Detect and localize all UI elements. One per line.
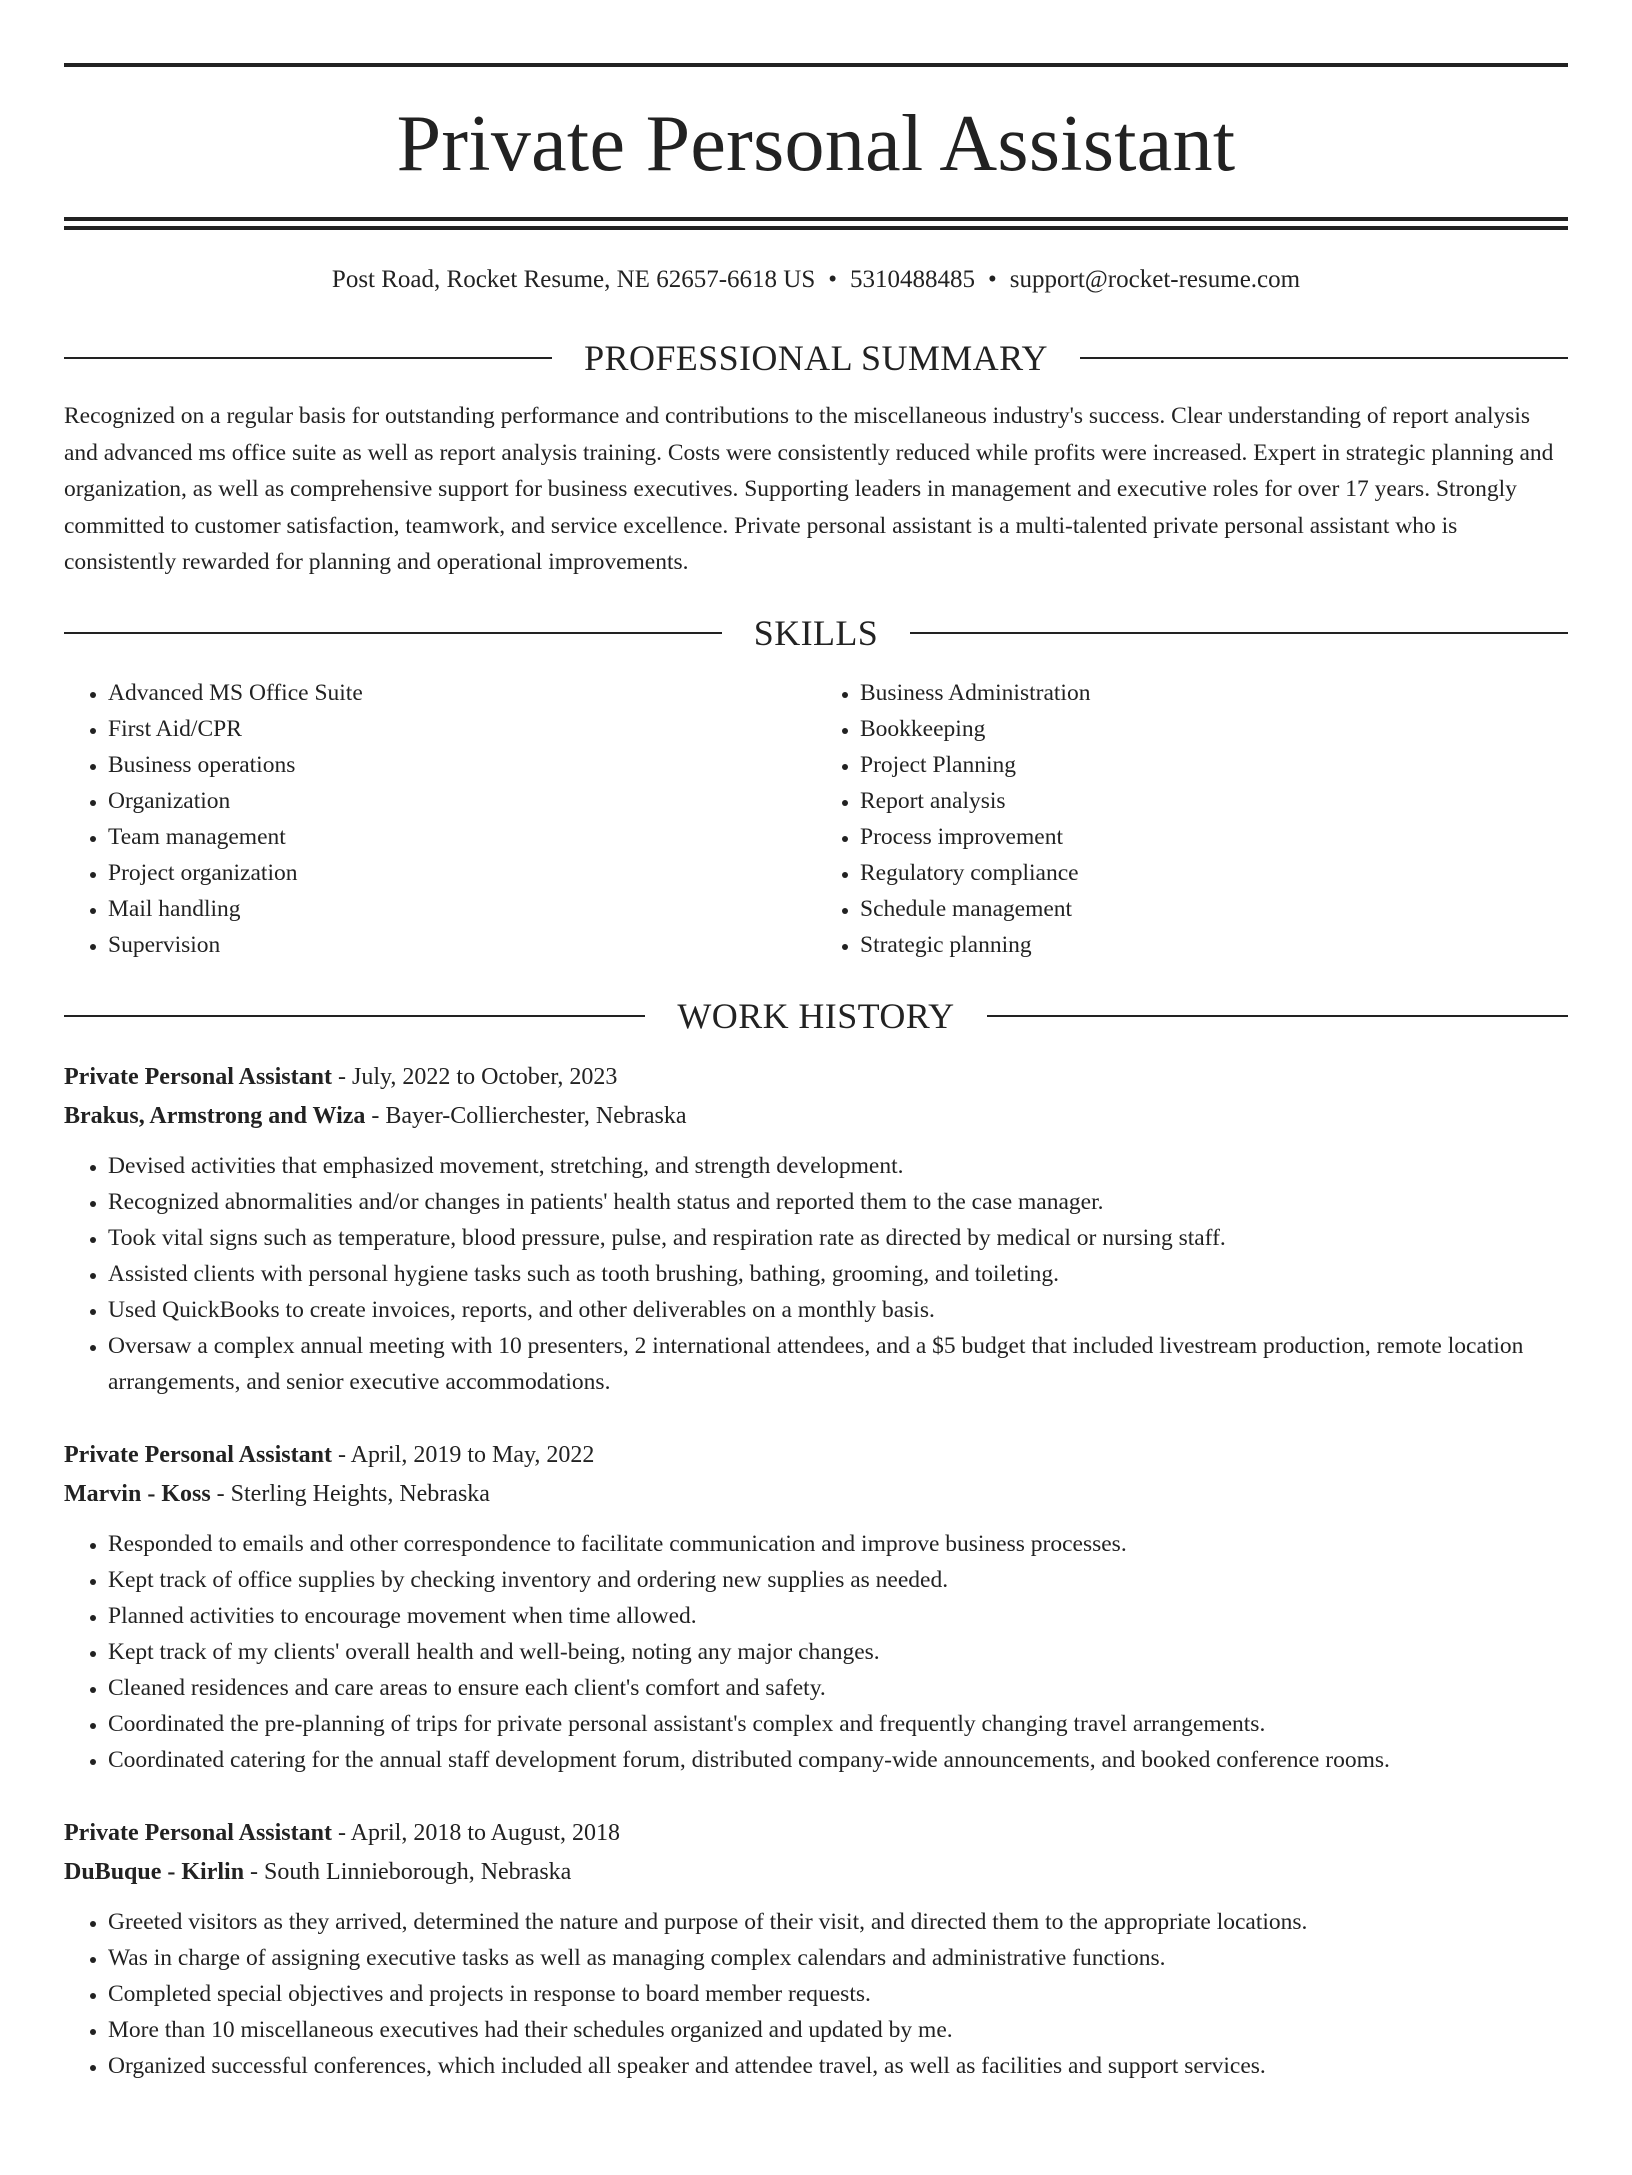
job-bullet: • Cleaned residences and care areas to ensure each client's comfort and safety. <box>108 1670 1568 1706</box>
skill-item: • Mail handling <box>108 891 816 927</box>
job-company-line <box>64 1853 1568 1892</box>
summary-text: Recognized on a regular basis for outstanding performance and contributions to the miscellaneous industry's success. Clear understanding of report analysis and advanced ms office suite as well as report analysis training. Costs were consistently reduced while profits were increased. Expert in strategic planning and organization, as well as comprehensive support for business executives. Supporting leaders in management and executive roles for over 17 years. Strongly committed to customer satisfaction, teamwork, and service excellence. Private personal assistant is a multi-talented private personal assistant who is consistently rewarded for planning and operational improvements. <box>64 403 1554 575</box>
job-bullet: • Used QuickBooks to create invoices, reports, and other deliverables on a monthly basis. <box>108 1292 1568 1328</box>
skill-item: • Project organization <box>108 855 816 891</box>
job-company-line <box>64 1097 1568 1136</box>
job-bullet: • Greeted visitors as they arrived, determined the nature and purpose of their visit, and directed them to the appropriate locations. <box>108 1904 1568 1940</box>
resume-page <box>0 63 1632 2084</box>
job-title: Private Personal Assistant <box>64 1441 332 1468</box>
skill-item: • Business operations <box>108 747 816 783</box>
skills-column-left <box>64 675 816 963</box>
job-title-line <box>64 1058 1568 1097</box>
contact-email: support@rocket-resume.com <box>1009 266 1301 293</box>
job-bullets <box>64 1148 1568 1400</box>
job-bullet: • More than 10 miscellaneous executives had their schedules organized and updated by me. <box>108 2012 1568 2048</box>
job-bullet: • Planned activities to encourage movement when time allowed. <box>108 1598 1568 1634</box>
job-company-line <box>64 1475 1568 1514</box>
job-entry <box>64 1814 1568 2084</box>
job-title: Private Personal Assistant <box>64 1819 332 1846</box>
job-title-line <box>64 1436 1568 1475</box>
heading-rule-left <box>64 357 552 359</box>
job-bullet: • Completed special objectives and projects in response to board member requests. <box>108 1976 1568 2012</box>
skills-heading: SKILLS <box>753 612 879 653</box>
job-title-line <box>64 1814 1568 1853</box>
page-title: Private Personal Assistant <box>396 100 1236 188</box>
skill-item: • Supervision <box>108 927 816 963</box>
heading-rule-right <box>1080 357 1568 359</box>
skill-item: • Process improvement <box>860 819 1568 855</box>
job-entry <box>64 1436 1568 1778</box>
contact-separator: • <box>988 266 997 293</box>
job-bullets <box>64 1526 1568 1778</box>
contact-address: Post Road, Rocket Resume, NE 62657-6618 US <box>331 266 816 293</box>
heading-rule-right <box>987 1015 1568 1017</box>
skill-item: • Schedule management <box>860 891 1568 927</box>
skill-item: • Team management <box>108 819 816 855</box>
job-dates: - April, 2018 to August, 2018 <box>331 1819 620 1846</box>
section-heading-work <box>64 995 1568 1036</box>
job-bullet: • Organized successful conferences, which included all speaker and attendee travel, as well as facilities and support services. <box>108 2048 1568 2084</box>
skill-item: • Organization <box>108 783 816 819</box>
job-company: DuBuque - Kirlin <box>64 1858 245 1885</box>
skill-item: • Project Planning <box>860 747 1568 783</box>
job-bullet: • Kept track of my clients' overall health and well-being, noting any major changes. <box>108 1634 1568 1670</box>
work-history-list <box>64 1058 1568 2084</box>
job-bullet: • Recognized abnormalities and/or changes in patients' health status and reported them to the case manager. <box>108 1184 1568 1220</box>
job-bullet: • Kept track of office supplies by checking inventory and ordering new supplies as needed. <box>108 1562 1568 1598</box>
skill-item: • Advanced MS Office Suite <box>108 675 816 711</box>
job-title: Private Personal Assistant <box>64 1063 332 1090</box>
job-location: - Sterling Heights, Nebraska <box>210 1480 490 1507</box>
skill-item: • First Aid/CPR <box>108 711 816 747</box>
section-heading-summary <box>64 340 1568 376</box>
job-bullet: • Assisted clients with personal hygiene tasks such as tooth brushing, bathing, grooming, and toileting. <box>108 1256 1568 1292</box>
job-bullet: • Coordinated catering for the annual staff development forum, distributed company-wide announcements, and booked conference rooms. <box>108 1742 1568 1778</box>
skill-item: • Strategic planning <box>860 927 1568 963</box>
skill-item: • Bookkeeping <box>860 711 1568 747</box>
skills-column-right <box>816 675 1568 963</box>
job-entry <box>64 1058 1568 1400</box>
heading-rule-left <box>64 632 722 634</box>
job-bullet: • Oversaw a complex annual meeting with 10 presenters, 2 international attendees, and a $5 budget that included livestream production, remote location arrangements, and senior executive accommodations. <box>108 1328 1568 1400</box>
header-double-rule <box>64 217 1568 230</box>
section-heading-skills <box>64 612 1568 653</box>
job-bullet: • Coordinated the pre-planning of trips for private personal assistant's complex and frequently changing travel arrangements. <box>108 1706 1568 1742</box>
job-dates: - April, 2019 to May, 2022 <box>331 1441 595 1468</box>
job-bullet: • Responded to emails and other correspondence to facilitate communication and improve business processes. <box>108 1526 1568 1562</box>
job-bullet: • Was in charge of assigning executive tasks as well as managing complex calendars and administrative functions. <box>108 1940 1568 1976</box>
heading-rule-right <box>910 632 1568 634</box>
header-top-rule <box>64 63 1568 67</box>
job-location: - South Linnieborough, Nebraska <box>244 1858 572 1885</box>
skill-item: • Regulatory compliance <box>860 855 1568 891</box>
contact-line <box>64 267 1568 292</box>
job-company: Brakus, Armstrong and Wiza <box>64 1102 366 1129</box>
work-heading: WORK HISTORY <box>677 995 955 1036</box>
job-company: Marvin - Koss <box>64 1480 211 1507</box>
job-bullet: • Took vital signs such as temperature, blood pressure, pulse, and respiration rate as directed by medical or nursing staff. <box>108 1220 1568 1256</box>
skills-list <box>64 675 1568 963</box>
contact-phone: 5310488485 <box>850 266 976 293</box>
heading-rule-left <box>64 1015 645 1017</box>
skill-item: • Business Administration <box>860 675 1568 711</box>
summary-heading: PROFESSIONAL SUMMARY <box>584 338 1048 378</box>
job-bullet: • Devised activities that emphasized movement, stretching, and strength development. <box>108 1148 1568 1184</box>
job-location: - Bayer-Collierchester, Nebraska <box>365 1102 687 1129</box>
contact-separator: • <box>828 266 838 293</box>
job-dates: - July, 2022 to October, 2023 <box>331 1063 618 1090</box>
skill-item: • Report analysis <box>860 783 1568 819</box>
job-bullets <box>64 1904 1568 2084</box>
